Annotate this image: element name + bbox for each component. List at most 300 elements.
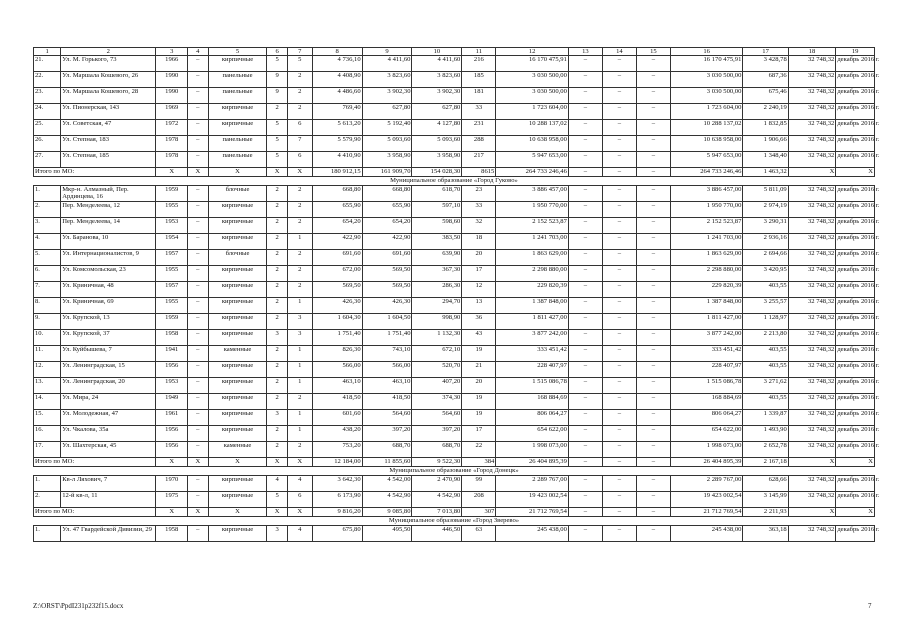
table-cell: 32 748,32 bbox=[788, 234, 836, 250]
table-cell: 22. bbox=[34, 72, 61, 88]
table-cell: 333 451,42 bbox=[496, 346, 569, 362]
table-cell: 3 030 500,00 bbox=[496, 72, 569, 88]
table-cell: 1. bbox=[34, 526, 61, 542]
table-cell: декабрь 2016 г. bbox=[836, 218, 875, 234]
table-cell: 422,90 bbox=[362, 234, 412, 250]
table-cell: 806 064,27 bbox=[496, 410, 569, 426]
table-cell: 654,20 bbox=[312, 218, 362, 234]
table-cell: 569,50 bbox=[362, 282, 412, 298]
table-cell: 688,70 bbox=[362, 442, 412, 458]
table-cell: 9 bbox=[267, 88, 287, 104]
table-cell: 32 748,32 bbox=[788, 56, 836, 72]
address-cell: Мкр-н. Алмазный, Пер. Ардинцева, 16 bbox=[61, 186, 156, 202]
table-cell: 32 748,32 bbox=[788, 410, 836, 426]
table-cell: 185 bbox=[462, 72, 496, 88]
table-cell: – bbox=[602, 186, 636, 202]
table-cell: – bbox=[602, 250, 636, 266]
table-cell: 3 902,30 bbox=[412, 88, 462, 104]
table-cell: 181 bbox=[462, 88, 496, 104]
table-cell: – bbox=[636, 362, 670, 378]
total-cell: – bbox=[602, 508, 636, 517]
table-cell: 2 bbox=[267, 346, 287, 362]
table-cell: 2 bbox=[267, 202, 287, 218]
table-cell: 2 bbox=[267, 362, 287, 378]
column-number: 12 bbox=[496, 48, 569, 56]
total-cell: 21 712 769,54 bbox=[670, 508, 743, 517]
table-cell: – bbox=[636, 56, 670, 72]
table-cell: 16 170 475,91 bbox=[496, 56, 569, 72]
table-cell: – bbox=[636, 234, 670, 250]
total-cell: X bbox=[188, 508, 208, 517]
table-cell: 1 339,87 bbox=[743, 410, 788, 426]
table-cell: декабрь 2016 г. bbox=[836, 426, 875, 442]
table-cell: 5 bbox=[267, 152, 287, 168]
table-cell: 4 bbox=[287, 476, 312, 492]
total-cell: – bbox=[602, 458, 636, 467]
table-cell: 753,20 bbox=[312, 442, 362, 458]
table-cell: – bbox=[636, 442, 670, 458]
table-cell: – bbox=[188, 526, 208, 542]
table-cell: 2 240,19 bbox=[743, 104, 788, 120]
table-cell: – bbox=[636, 266, 670, 282]
table-cell: 1 950 770,00 bbox=[670, 202, 743, 218]
section-row bbox=[34, 467, 875, 476]
table-cell: 2 bbox=[287, 394, 312, 410]
table-row bbox=[34, 266, 875, 282]
table-cell: 32 748,32 bbox=[788, 330, 836, 346]
table-cell: 569,50 bbox=[312, 282, 362, 298]
table-cell: – bbox=[636, 492, 670, 508]
table-cell: 597,10 bbox=[412, 202, 462, 218]
table-cell: 1 832,85 bbox=[743, 120, 788, 136]
table-cell: 1955 bbox=[156, 266, 188, 282]
table-cell: 691,60 bbox=[362, 250, 412, 266]
table-cell: 32 748,32 bbox=[788, 104, 836, 120]
table-cell: 3 bbox=[267, 330, 287, 346]
table-cell: 1 bbox=[287, 298, 312, 314]
table-cell: кирпичные bbox=[208, 234, 267, 250]
table-cell: – bbox=[568, 104, 602, 120]
table-cell: – bbox=[188, 442, 208, 458]
column-number: 14 bbox=[602, 48, 636, 56]
table-cell: 1 751,40 bbox=[312, 330, 362, 346]
table-cell: – bbox=[602, 136, 636, 152]
total-cell: 9 085,80 bbox=[362, 508, 412, 517]
table-cell: 10 638 958,00 bbox=[670, 136, 743, 152]
table-cell: – bbox=[636, 394, 670, 410]
column-number: 10 bbox=[412, 48, 462, 56]
table-cell: – bbox=[602, 298, 636, 314]
table-cell: 5 bbox=[267, 136, 287, 152]
table-cell: 628,66 bbox=[743, 476, 788, 492]
total-cell: 21 712 769,54 bbox=[496, 508, 569, 517]
table-row bbox=[34, 218, 875, 234]
table-cell: 1 132,30 bbox=[412, 330, 462, 346]
total-cell: 264 733 246,46 bbox=[670, 168, 743, 177]
section-title: Муниципальное образование «Город Донецк» bbox=[34, 467, 875, 476]
table-cell: 2 bbox=[267, 250, 287, 266]
table-cell: – bbox=[188, 202, 208, 218]
table-cell: 1956 bbox=[156, 426, 188, 442]
table-cell: 3 823,60 bbox=[412, 72, 462, 88]
total-cell: 264 733 246,46 bbox=[496, 168, 569, 177]
table-row bbox=[34, 234, 875, 250]
table-cell: 1 604,30 bbox=[312, 314, 362, 330]
total-cell: X bbox=[836, 508, 875, 517]
table-cell: декабрь 2016 г. bbox=[836, 152, 875, 168]
table-cell: 1978 bbox=[156, 136, 188, 152]
table-cell: 5 579,90 bbox=[312, 136, 362, 152]
table-cell: 1969 bbox=[156, 104, 188, 120]
table-cell: 520,70 bbox=[412, 362, 462, 378]
total-cell: 2 167,18 bbox=[743, 458, 788, 467]
table-cell: 1961 bbox=[156, 410, 188, 426]
table-cell: 32 748,32 bbox=[788, 152, 836, 168]
total-cell: X bbox=[836, 168, 875, 177]
table-cell: 3 642,30 bbox=[312, 476, 362, 492]
table-cell: 2 bbox=[267, 186, 287, 202]
total-cell: 12 184,00 bbox=[312, 458, 362, 467]
total-cell: X bbox=[788, 458, 836, 467]
table-cell: 3 886 457,00 bbox=[496, 186, 569, 202]
table-cell: 1957 bbox=[156, 250, 188, 266]
table-cell: 18 bbox=[462, 234, 496, 250]
table-cell: – bbox=[188, 88, 208, 104]
table-cell: – bbox=[188, 394, 208, 410]
total-cell: – bbox=[602, 168, 636, 177]
table-cell: 2 bbox=[287, 282, 312, 298]
table-row bbox=[34, 250, 875, 266]
table-cell: 6. bbox=[34, 266, 61, 282]
table-cell: 675,46 bbox=[743, 88, 788, 104]
address-cell: Ул. Степная, 185 bbox=[61, 152, 156, 168]
table-cell: 1959 bbox=[156, 186, 188, 202]
table-cell: 566,00 bbox=[312, 362, 362, 378]
table-cell: 3 958,90 bbox=[362, 152, 412, 168]
total-cell: 9 522,30 bbox=[412, 458, 462, 467]
table-cell: 5 093,60 bbox=[412, 136, 462, 152]
table-cell: 26. bbox=[34, 136, 61, 152]
table-cell: 1959 bbox=[156, 314, 188, 330]
table-cell: – bbox=[188, 186, 208, 202]
table-cell: 2 bbox=[267, 234, 287, 250]
table-cell: 5 bbox=[287, 56, 312, 72]
table-cell: – bbox=[188, 250, 208, 266]
table-cell: – bbox=[636, 426, 670, 442]
table-cell: 4 408,90 bbox=[312, 72, 362, 88]
table-cell: кирпичные bbox=[208, 282, 267, 298]
table-cell: 32 748,32 bbox=[788, 492, 836, 508]
table-cell: – bbox=[188, 56, 208, 72]
table-cell: 27. bbox=[34, 152, 61, 168]
address-cell: Пер. Менделеева, 14 bbox=[61, 218, 156, 234]
table-cell: 1. bbox=[34, 476, 61, 492]
table-cell: 403,55 bbox=[743, 362, 788, 378]
table-cell: 446,50 bbox=[412, 526, 462, 542]
table-cell: 1 998 073,00 bbox=[670, 442, 743, 458]
table-cell: 11. bbox=[34, 346, 61, 362]
table-cell: 687,36 bbox=[743, 72, 788, 88]
table-cell: 769,40 bbox=[312, 104, 362, 120]
total-row bbox=[34, 168, 875, 177]
table-cell: кирпичные bbox=[208, 526, 267, 542]
table-row bbox=[34, 346, 875, 362]
table-cell: 32 748,32 bbox=[788, 120, 836, 136]
table-cell: 3 255,57 bbox=[743, 298, 788, 314]
table-cell: 426,30 bbox=[312, 298, 362, 314]
address-cell: Пер. Менделеева, 12 bbox=[61, 202, 156, 218]
table-cell: – bbox=[636, 72, 670, 88]
table-cell: 32 748,32 bbox=[788, 298, 836, 314]
total-cell: 26 404 895,39 bbox=[670, 458, 743, 467]
table-cell: 3 145,99 bbox=[743, 492, 788, 508]
table-cell: декабрь 2016 г. bbox=[836, 526, 875, 542]
column-number: 1 bbox=[34, 48, 61, 56]
table-cell: – bbox=[568, 378, 602, 394]
table-cell: 294,70 bbox=[412, 298, 462, 314]
table-cell: 2 289 767,00 bbox=[496, 476, 569, 492]
address-cell: Ул. Криничная, 69 bbox=[61, 298, 156, 314]
table-cell: 1990 bbox=[156, 72, 188, 88]
table-cell: – bbox=[568, 442, 602, 458]
table-cell: 1953 bbox=[156, 378, 188, 394]
total-cell: X bbox=[788, 508, 836, 517]
address-cell: Ул. Маршала Кошевого, 26 bbox=[61, 72, 156, 88]
table-cell: декабрь 2016 г. bbox=[836, 282, 875, 298]
table-cell: 403,55 bbox=[743, 394, 788, 410]
table-cell: 3 823,60 bbox=[362, 72, 412, 88]
table-row bbox=[34, 120, 875, 136]
table-row bbox=[34, 104, 875, 120]
table-cell: кирпичные bbox=[208, 330, 267, 346]
total-cell: 1 463,32 bbox=[743, 168, 788, 177]
table-cell: 5 bbox=[267, 120, 287, 136]
table-cell: 1 811 427,00 bbox=[496, 314, 569, 330]
table-cell: – bbox=[188, 234, 208, 250]
table-cell: – bbox=[188, 330, 208, 346]
table-cell: 1 515 086,78 bbox=[496, 378, 569, 394]
column-number: 5 bbox=[208, 48, 267, 56]
table-cell: 675,80 bbox=[312, 526, 362, 542]
table-row bbox=[34, 88, 875, 104]
address-cell: Ул. Крупской, 13 bbox=[61, 314, 156, 330]
total-cell: 384 bbox=[462, 458, 496, 467]
table-cell: кирпичные bbox=[208, 394, 267, 410]
table-cell: кирпичные bbox=[208, 476, 267, 492]
table-cell: 32 748,32 bbox=[788, 442, 836, 458]
table-cell: 2 bbox=[287, 88, 312, 104]
table-cell: – bbox=[568, 88, 602, 104]
table-cell: 2 bbox=[267, 104, 287, 120]
table-cell: 1 998 073,00 bbox=[496, 442, 569, 458]
table-cell: 1958 bbox=[156, 330, 188, 346]
table-cell: 7. bbox=[34, 282, 61, 298]
table-cell: 418,50 bbox=[312, 394, 362, 410]
table-row bbox=[34, 298, 875, 314]
table-cell: декабрь 2016 г. bbox=[836, 394, 875, 410]
table-cell: – bbox=[568, 476, 602, 492]
table-cell: 3 bbox=[287, 314, 312, 330]
table-cell: кирпичные bbox=[208, 266, 267, 282]
table-cell: – bbox=[636, 120, 670, 136]
table-cell: – bbox=[636, 476, 670, 492]
table-cell: 1 bbox=[287, 234, 312, 250]
table-cell: 1 bbox=[287, 410, 312, 426]
table-cell: – bbox=[602, 330, 636, 346]
table-cell: 33 bbox=[462, 104, 496, 120]
table-cell: – bbox=[188, 378, 208, 394]
table-row bbox=[34, 186, 875, 202]
table-cell: – bbox=[636, 410, 670, 426]
table-cell: 1 128,97 bbox=[743, 314, 788, 330]
table-cell: 4 736,10 bbox=[312, 56, 362, 72]
table-cell: 2 bbox=[267, 394, 287, 410]
table-cell: 1955 bbox=[156, 202, 188, 218]
table-cell: 16 170 475,91 bbox=[670, 56, 743, 72]
table-cell: 463,10 bbox=[362, 378, 412, 394]
table-cell: – bbox=[568, 120, 602, 136]
document-file-path: Z:\ORST\PpdI231p232f15.docx bbox=[33, 602, 124, 610]
table-cell: 15. bbox=[34, 410, 61, 426]
column-number: 13 bbox=[568, 48, 602, 56]
table-cell: декабрь 2016 г. bbox=[836, 346, 875, 362]
table-cell: 43 bbox=[462, 330, 496, 346]
table-cell: 2 289 767,00 bbox=[670, 476, 743, 492]
table-cell: 668,80 bbox=[362, 186, 412, 202]
table-cell: 1978 bbox=[156, 152, 188, 168]
total-label: Итого по МО: bbox=[34, 168, 156, 177]
table-cell: – bbox=[188, 136, 208, 152]
address-cell: Ул. Маршала Кошевого, 28 bbox=[61, 88, 156, 104]
total-cell: 2 211,93 bbox=[743, 508, 788, 517]
table-row bbox=[34, 152, 875, 168]
address-cell: Ул. Советская, 47 bbox=[61, 120, 156, 136]
column-number: 11 bbox=[462, 48, 496, 56]
table-cell: 5 192,40 bbox=[362, 120, 412, 136]
table-cell: 19 423 002,54 bbox=[496, 492, 569, 508]
table-cell: 688,70 bbox=[412, 442, 462, 458]
table-cell: 1941 bbox=[156, 346, 188, 362]
table-cell: 231 bbox=[462, 120, 496, 136]
table-cell: 4 127,80 bbox=[412, 120, 462, 136]
table-cell: 1 863 629,00 bbox=[670, 250, 743, 266]
table-cell: кирпичные bbox=[208, 218, 267, 234]
total-cell: – bbox=[636, 508, 670, 517]
table-cell: 32 748,32 bbox=[788, 250, 836, 266]
table-cell: – bbox=[568, 186, 602, 202]
table-cell: 4 411,60 bbox=[362, 56, 412, 72]
table-cell: – bbox=[188, 362, 208, 378]
table-cell: – bbox=[636, 346, 670, 362]
table-cell: 32 748,32 bbox=[788, 72, 836, 88]
total-cell: X bbox=[188, 458, 208, 467]
table-cell: – bbox=[602, 266, 636, 282]
table-cell: 4 542,90 bbox=[362, 492, 412, 508]
table-cell: 1970 bbox=[156, 476, 188, 492]
table-cell: 4 542,90 bbox=[412, 492, 462, 508]
column-number: 6 bbox=[267, 48, 287, 56]
table-cell: 627,80 bbox=[362, 104, 412, 120]
table-cell: 1 348,40 bbox=[743, 152, 788, 168]
table-cell: 1953 bbox=[156, 218, 188, 234]
table-cell: 1966 bbox=[156, 56, 188, 72]
total-cell: X bbox=[208, 168, 267, 177]
table-cell: 1 723 604,00 bbox=[670, 104, 743, 120]
table-cell: – bbox=[636, 202, 670, 218]
total-cell: X bbox=[788, 168, 836, 177]
table-cell: кирпичные bbox=[208, 202, 267, 218]
table-cell: 2 bbox=[287, 202, 312, 218]
table-cell: – bbox=[188, 426, 208, 442]
table-cell: 17. bbox=[34, 442, 61, 458]
table-cell: 3 bbox=[267, 410, 287, 426]
table-cell: – bbox=[568, 492, 602, 508]
table-row bbox=[34, 202, 875, 218]
table-cell: – bbox=[636, 152, 670, 168]
table-cell: 1954 bbox=[156, 234, 188, 250]
table-cell: 2 152 523,87 bbox=[670, 218, 743, 234]
table-cell: 22 bbox=[462, 442, 496, 458]
table-cell: 9 bbox=[267, 72, 287, 88]
address-cell: Ул. Криничная, 48 bbox=[61, 282, 156, 298]
address-cell: Ул. Интернационалистов, 9 bbox=[61, 250, 156, 266]
table-cell: 12 bbox=[462, 282, 496, 298]
table-cell: 1. bbox=[34, 186, 61, 202]
table-cell: 3 271,62 bbox=[743, 378, 788, 394]
table-row bbox=[34, 56, 875, 72]
table-cell: 2 213,80 bbox=[743, 330, 788, 346]
table-cell: кирпичные bbox=[208, 378, 267, 394]
table-cell: 654,20 bbox=[362, 218, 412, 234]
table-cell: – bbox=[568, 314, 602, 330]
table-cell: 2 bbox=[287, 218, 312, 234]
table-cell: 2 bbox=[267, 218, 287, 234]
table-cell: декабрь 2016 г. bbox=[836, 234, 875, 250]
table-cell: 21 bbox=[462, 362, 496, 378]
table-cell: – bbox=[636, 88, 670, 104]
total-cell: – bbox=[636, 458, 670, 467]
table-cell: – bbox=[568, 56, 602, 72]
table-cell: – bbox=[636, 218, 670, 234]
table-cell: 4 486,60 bbox=[312, 88, 362, 104]
table-cell: декабрь 2016 г. bbox=[836, 56, 875, 72]
table-cell: 4 411,60 bbox=[412, 56, 462, 72]
table-cell: декабрь 2016 г. bbox=[836, 104, 875, 120]
address-cell: Ул. Ленинградская, 20 bbox=[61, 378, 156, 394]
table-cell: 5 093,60 bbox=[362, 136, 412, 152]
table-cell: 1958 bbox=[156, 526, 188, 542]
table-cell: 1 515 086,78 bbox=[670, 378, 743, 394]
table-cell: 1956 bbox=[156, 442, 188, 458]
table-cell: – bbox=[602, 426, 636, 442]
column-number: 18 bbox=[788, 48, 836, 56]
table-cell: 2 974,19 bbox=[743, 202, 788, 218]
total-label: Итого по МО: bbox=[34, 458, 156, 467]
table-cell: – bbox=[636, 330, 670, 346]
address-cell: Ул. 47 Гвардейской Дивизии, 29 bbox=[61, 526, 156, 542]
table-cell: 2. bbox=[34, 492, 61, 508]
table-cell: 998,90 bbox=[412, 314, 462, 330]
table-cell: каменные bbox=[208, 442, 267, 458]
table-cell: 10 638 958,00 bbox=[496, 136, 569, 152]
table-cell: 5 947 653,00 bbox=[496, 152, 569, 168]
table-cell: – bbox=[602, 362, 636, 378]
table-cell: – bbox=[568, 218, 602, 234]
table-cell: 16. bbox=[34, 426, 61, 442]
table-cell: 32 748,32 bbox=[788, 378, 836, 394]
table-cell: – bbox=[602, 410, 636, 426]
table-cell: 495,50 bbox=[362, 526, 412, 542]
